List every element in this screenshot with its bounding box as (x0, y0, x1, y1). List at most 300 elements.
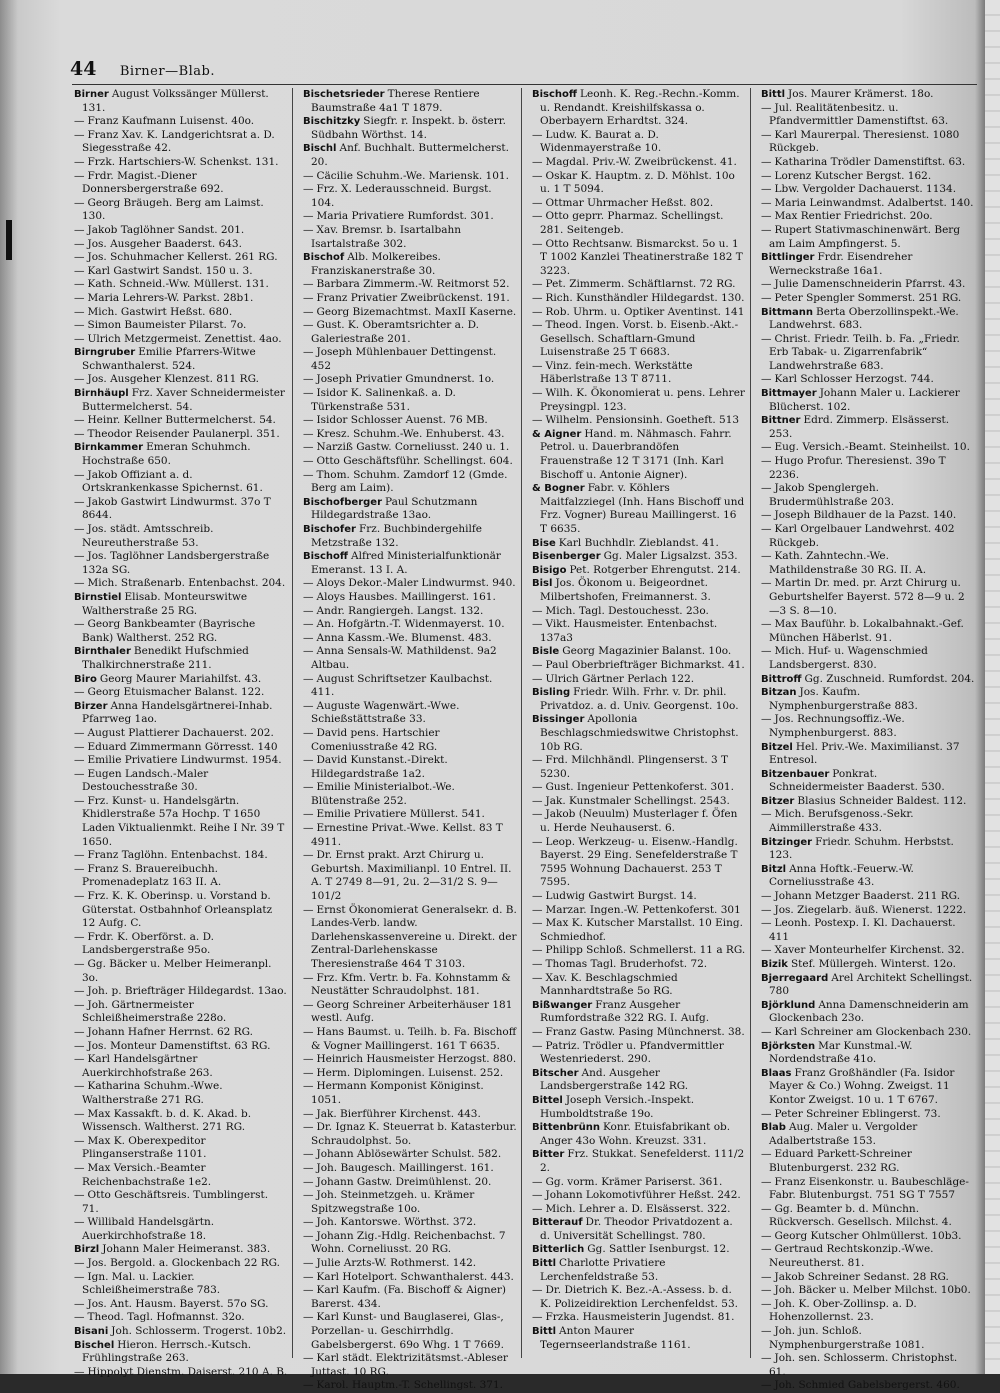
directory-entry (303, 441, 517, 455)
entry-dash: — (761, 373, 772, 386)
entry-dash: — (761, 1325, 772, 1338)
directory-entry (532, 1257, 746, 1284)
directory-entry (761, 577, 975, 618)
entry-text: Edrd. Zimmerp. Elsässerst. 253. (769, 414, 950, 440)
entry-text: Rupert Stativmaschinenwärt. Berg am Laim Ampfingerst. 5. (769, 223, 961, 250)
entry-surname: Bischel (74, 1339, 115, 1351)
entry-text: Julie Damenschneiderin Pfarrst. 43. (774, 278, 966, 291)
entry-dash: — (303, 631, 314, 644)
directory-entry (303, 428, 517, 442)
directory-entry (74, 727, 288, 741)
entry-dash: — (761, 577, 772, 590)
entry-text: Jos. Maurer Krämerst. 18o. (788, 88, 934, 100)
entry-dash: — (74, 332, 85, 345)
directory-entry (74, 618, 288, 645)
directory-entry (303, 1284, 517, 1311)
entry-surname: Bittl (532, 1258, 557, 1270)
entry-text: Gg. Maler Ligsalzst. 353. (603, 550, 738, 563)
entry-dash: — (303, 387, 314, 400)
directory-entry (761, 645, 975, 672)
entry-text: Ottmar Uhrmacher Heßst. 802. (545, 196, 714, 209)
entry-surname: Bitter (532, 1149, 565, 1161)
entry-dash: — (74, 278, 85, 291)
directory-entry (303, 577, 517, 591)
entry-text: Dr. Theodor Privatdozent a. d. Universität Schellingst. 780. (540, 1216, 733, 1242)
entry-dash: — (303, 373, 314, 386)
entry-dash: — (303, 971, 314, 984)
directory-entry (303, 550, 517, 577)
directory-entry (74, 1325, 288, 1339)
directory-entry (761, 455, 975, 482)
directory-entry (303, 618, 517, 632)
directory-entry (74, 1189, 288, 1216)
directory-entry (761, 156, 975, 170)
entry-dash: — (761, 713, 772, 726)
directory-entry (532, 129, 746, 156)
entry-text: Emilie Ministerialbot.-We. Blütenstraße 252. (311, 781, 455, 807)
entry-dash: — (303, 1189, 314, 1202)
entry-text: Heinrich Hausmeister Herzogst. 880. (316, 1053, 517, 1066)
entry-text: Leop. Werkzeug- u. Eisenw.-Handlg. Bayerst. 29 Eing. Senefelderstraße T 7595 Wohnung Dachauerst. 253 T 7595. (540, 835, 738, 889)
directory-entry (532, 306, 746, 320)
entry-dash: — (532, 196, 543, 209)
entry-text: Thom. Schuhm. Zamdorf 12 (Gmde. Berg am Laim). (311, 468, 508, 495)
directory-entry (532, 836, 746, 890)
directory-entry (303, 808, 517, 822)
entry-dash: — (761, 1025, 772, 1038)
directory-entry (532, 564, 746, 578)
entry-text: Karl Buchhdlr. Zieblandst. 41. (558, 536, 719, 549)
entry-dash: — (74, 740, 85, 753)
next-page-edge (985, 0, 1000, 1374)
directory-entry (761, 183, 975, 197)
entry-dash: — (761, 523, 772, 535)
entry-text: Frz. Kunst- u. Handelsgärtn. Khidlerstraße 57a Hochp. T 1650 Laden Viktualienmkt. Reihe I Nr. 39 T 1650. (82, 794, 285, 848)
directory-entry (761, 686, 975, 713)
entry-text: Theod. Tagl. Hofmannst. 32o. (87, 1311, 245, 1324)
entry-surname: Bjerregaard (761, 972, 829, 984)
entry-text: Fabr. v. Köhlers Maitfalzziegel (Inh. Hans Bischoff und Frz. Vogner) Bureau Maillingerst. 16 T 6635. (540, 482, 745, 535)
entry-text: Herm. Diplomingen. Luisenst. 252. (316, 1066, 504, 1079)
entry-text: Friedr. Schuhm. Herbstst. 123. (769, 835, 954, 862)
entry-text: Hugo Profur. Theresienst. 39o T 2236. (769, 455, 946, 481)
directory-entry (532, 88, 746, 129)
entry-dash: — (761, 1243, 772, 1256)
entry-text: Anna Hoftk.-Feuerw.-W. Corneliusstraße 43. (769, 862, 914, 889)
directory-entry (74, 1135, 288, 1162)
entry-text: Karl städt. Elektrizitätsmst.-Ableser Juttast. 10 RG. (311, 1352, 508, 1378)
entry-dash: — (761, 1229, 772, 1242)
directory-entry (74, 333, 288, 347)
entry-text: Joh. Bäcker u. Melber Milchst. 10b0. (774, 1284, 971, 1297)
entry-text: Jos. Schuhmacher Kellerst. 261 RG. (87, 251, 278, 264)
entry-surname: Bischoff (532, 89, 578, 100)
entry-dash: — (761, 1175, 772, 1188)
directory-entry (761, 958, 975, 972)
entry-dash: — (303, 210, 314, 223)
directory-entry (74, 577, 288, 591)
directory-entry (532, 414, 746, 428)
directory-entry (303, 1026, 517, 1053)
entry-surname: Bittmann (761, 306, 814, 318)
entry-text: And. Ausgeher Landsbergerstraße 142 RG. (540, 1066, 689, 1093)
directory-entry (303, 1352, 517, 1379)
directory-entry (303, 904, 517, 972)
entry-dash: — (303, 319, 314, 332)
entry-dash: — (532, 835, 543, 848)
entry-text: Franz Eisenkonstr. u. Baubeschläge-Fabr. Blutenburgst. 751 SG T 7557 (769, 1175, 969, 1202)
entry-dash: — (303, 1175, 314, 1188)
directory-entry (761, 618, 975, 645)
directory-entry (532, 292, 746, 306)
entry-surname: Bisigo (532, 564, 567, 576)
entry-surname: Birngruber (74, 347, 136, 359)
entry-dash: — (761, 903, 772, 916)
entry-text: Georg Maurer Mariahilfst. 43. (99, 672, 262, 685)
entry-dash: — (74, 251, 85, 264)
entry-dash: — (532, 359, 543, 372)
entry-dash: — (761, 509, 772, 522)
entry-dash: — (303, 1121, 314, 1134)
directory-entry (74, 849, 288, 863)
entry-text: Andr. Rangiergeh. Langst. 132. (316, 604, 484, 617)
entry-text: Jul. Realitätenbesitz. u. Pfandvermittler Damenstiftst. 63. (769, 101, 949, 128)
directory-entry (303, 700, 517, 727)
entry-text: Frzk. Hartschiers-W. Schenkst. 131. (87, 155, 279, 168)
entry-text: Pet. Zimmerm. Schäftlarnst. 72 RG. (545, 278, 736, 291)
directory-entry (303, 1176, 517, 1190)
entry-text: Max Kassakft. b. d. K. Akad. b. Wissensch. Waltherst. 271 RG. (82, 1107, 252, 1134)
entry-dash: — (74, 726, 85, 739)
directory-entry (74, 115, 288, 129)
directory-entry (532, 550, 746, 564)
entry-dash: — (761, 155, 772, 168)
entry-dash: — (761, 441, 772, 454)
entry-dash: — (532, 781, 543, 794)
entry-surname: Bitterauf (532, 1217, 583, 1229)
entry-surname: Bisenberger (532, 551, 601, 563)
entry-text: Joh. Schlosserm. Trogerst. 10b2. (111, 1325, 287, 1338)
directory-entry (303, 673, 517, 700)
directory-entry (74, 129, 288, 156)
entry-dash: — (532, 1202, 543, 1215)
directory-entry (74, 768, 288, 795)
entry-surname: Birzer (74, 700, 108, 712)
entry-dash: — (761, 1352, 772, 1365)
entry-surname: Blab (761, 1122, 786, 1134)
directory-entry (303, 346, 517, 373)
entry-dash: — (74, 1134, 85, 1147)
entry-text: Apollonia Beschlagschmiedswitwe Christophst. 10b RG. (540, 713, 739, 753)
entry-text: Hand. m. Nähmasch. Fahrr. Petrol. u. Dauerbrandöfen Frauenstraße 12 T 3171 (Inh. Karl Bischoff u. Antonie Aigner). (540, 427, 732, 481)
directory-entry (532, 1040, 746, 1067)
entry-dash: — (761, 808, 772, 821)
entry-dash: — (74, 373, 85, 386)
entry-text: Xaver Monteurhelfer Kirchenst. 32. (774, 944, 965, 957)
entry-dash: — (303, 1107, 314, 1120)
entry-dash: — (532, 944, 543, 957)
directory-entry (303, 319, 517, 346)
entry-dash: — (303, 590, 314, 603)
directory-entry (532, 210, 746, 237)
binding-mark (6, 220, 12, 260)
directory-entry (761, 904, 975, 918)
entry-text: Franz Ausgeher Rumfordstraße 322 RG. I. Aufg. (540, 998, 710, 1025)
directory-entry (74, 863, 288, 890)
entry-text: Alfred Ministerialfunktionär Emeranst. 13 I. A. (311, 550, 501, 576)
directory-entry (532, 387, 746, 414)
directory-entry (532, 577, 746, 604)
entry-dash: — (303, 822, 314, 835)
entry-dash: — (303, 726, 314, 739)
directory-entry (532, 1176, 746, 1190)
entry-text: Jakob Offiziant a. d. Ortskrankenkasse Spichernst. 61. (82, 468, 263, 495)
entry-dash: — (761, 332, 772, 345)
directory-entry (761, 224, 975, 251)
entry-text: Siegfr. r. Inspekt. b. österr. Südbahn Wörthst. 14. (311, 115, 506, 141)
entry-text: Elisab. Monteurswitwe Waltherstraße 25 RG. (82, 590, 248, 617)
directory-entry (74, 985, 288, 999)
entry-text: Joh. Kantorswe. Wörthst. 372. (316, 1216, 477, 1229)
entry-text: Jos. Bergold. a. Glockenbach 22 RG. (87, 1257, 280, 1270)
directory-entry (74, 1026, 288, 1040)
entry-text: Jos. Ökonom u. Beigeordnet. Milbertshofen, Freimannerst. 3. (540, 577, 711, 603)
entry-text: Eug. Versich.-Beamt. Steinheilst. 10. (774, 441, 970, 454)
entry-text: Eduard Parkett-Schreiner Blutenburgerst. 232 RG. (769, 1148, 912, 1174)
entry-text: Benedikt Hufschmied Thalkirchnerstraße 211. (82, 645, 249, 671)
entry-surname: Bitscher (532, 1067, 579, 1079)
entry-text: Oskar K. Hauptm. z. D. Möhlst. 10o u. 1 T 5094. (540, 169, 735, 196)
entry-dash: — (303, 278, 314, 291)
directory-entry (761, 741, 975, 768)
entry-dash: — (532, 658, 543, 671)
entry-dash: — (761, 917, 772, 930)
directory-entry (532, 319, 746, 360)
directory-entry (761, 550, 975, 577)
entry-text: Christ. Friedr. Teilh. b. Fa. „Friedr. Erb Tabak- u. Zigarrenfabrik“ Landwehrstraße 683. (769, 332, 960, 372)
entry-dash: — (74, 1161, 85, 1174)
entry-text: Karl Kaufm. (Fa. Bischoff & Aigner) Barerst. 434. (311, 1284, 506, 1310)
entry-dash: — (303, 223, 314, 236)
entry-surname: Bisani (74, 1326, 109, 1338)
entry-text: Jakob (Neuulm) Musterlager f. Öfen u. Herde Neuhauserst. 6. (540, 808, 738, 835)
entry-dash: — (761, 291, 772, 304)
entry-text: Georg Schreiner Arbeiterhäuser 181 westl. Aufg. (311, 998, 513, 1025)
directory-entry (532, 1026, 746, 1040)
entry-dash: — (532, 618, 543, 631)
entry-text: Joh. Schmied Gabelsbergerst. 460. (774, 1379, 960, 1392)
directory-entry (303, 1108, 517, 1122)
entry-text: Ign. Mal. u. Lackier. Schleißheimerstraße 783. (82, 1270, 221, 1297)
directory-entry (74, 224, 288, 238)
entry-dash: — (303, 903, 314, 916)
entry-text: Katharina Trödler Damenstiftst. 63. (774, 155, 966, 168)
directory-entry (761, 523, 975, 550)
directory-entry (532, 1216, 746, 1243)
entry-surname: Bitzenbauer (761, 768, 830, 780)
entry-dash: — (303, 1148, 314, 1161)
entry-dash: — (761, 482, 772, 495)
directory-entry (532, 482, 746, 536)
entry-text: Johann Zig.-Hdlg. Reichenbachst. 7 Wohn. Corneliusst. 20 RG. (311, 1229, 506, 1256)
entry-dash: — (761, 183, 772, 196)
directory-entry (74, 292, 288, 306)
entry-text: Hel. Priv.-We. Maximilianst. 37 Entresol. (769, 740, 960, 767)
entry-dash: — (303, 672, 314, 685)
entry-text: Theodor Reisender Paulanerpl. 351. (87, 427, 280, 440)
directory-entry (74, 673, 288, 687)
entry-dash: — (303, 291, 314, 304)
entry-text: Patriz. Trödler u. Pfandvermittler Westenriederst. 290. (540, 1039, 724, 1066)
directory-entry (532, 1203, 746, 1217)
directory-entry (761, 890, 975, 904)
entry-text: Georg Kutscher Ohlmüllerst. 10b3. (774, 1229, 962, 1242)
entry-text: Maria Leinwandmst. Adalbertst. 140. (774, 196, 974, 209)
entry-dash: — (303, 455, 314, 468)
directory-entry (74, 1216, 288, 1243)
directory-entry (532, 944, 746, 958)
directory-entry (761, 210, 975, 224)
directory-entry (303, 591, 517, 605)
entry-surname: Bise (532, 537, 556, 549)
entry-text: Jos. Ausgeher Baaderst. 643. (87, 237, 242, 250)
entry-dash: — (761, 101, 772, 114)
entry-text: Mich. Tagl. Destouchesst. 23o. (545, 604, 709, 617)
entry-text: Karl Kunst- und Bauglaserei, Glas-, Porzellan- u. Geschirrhdlg. Gabelsbergerst. 69o Whg. 1 T 7669. (311, 1311, 504, 1351)
entry-text: Arel Architekt Schellingst. 780 (769, 971, 973, 998)
directory-entry (761, 795, 975, 809)
entry-text: Hieron. Herrsch.-Kutsch. Frühlingstraße 263. (82, 1338, 252, 1365)
directory-entry (74, 469, 288, 496)
entry-surname: Birzl (74, 1244, 100, 1256)
entry-surname: Birner (74, 89, 109, 100)
entry-surname: Bischoff (303, 551, 349, 563)
entry-dash: — (761, 128, 772, 141)
entry-dash: — (303, 441, 314, 454)
directory-entry (761, 278, 975, 292)
entry-text: Willibald Handelsgärtn. Auerkirchhofstraße 18. (82, 1216, 215, 1242)
directory-entry (532, 999, 746, 1026)
directory-entry (303, 278, 517, 292)
entry-text: Jos. Monteur Damenstiftst. 63 RG. (87, 1039, 271, 1052)
directory-entry (74, 1243, 288, 1257)
entry-dash: — (303, 781, 314, 794)
directory-entry (303, 1257, 517, 1271)
directory-entry (761, 999, 975, 1026)
entry-text: Ludw. K. Baurat a. D. Widenmayerstraße 10. (540, 128, 662, 155)
entry-text: Mich. Berufsgenoss.-Sekr. Aimmillerstraße 433. (769, 808, 914, 835)
entry-text: Gg. Bäcker u. Melber Heimeranpl. 3o. (82, 958, 272, 984)
entry-text: Lorenz Kutscher Bergst. 162. (774, 169, 932, 182)
entry-dash: — (303, 414, 314, 427)
entry-dash: — (74, 495, 85, 508)
directory-entry (761, 102, 975, 129)
entry-surname: Bittner (761, 415, 801, 427)
page-header (70, 58, 970, 82)
entry-dash: — (532, 319, 543, 332)
entry-text: Karl Hotelport. Schwanthalerst. 443. (316, 1270, 514, 1283)
header-rule (72, 84, 977, 85)
directory-entry (303, 1067, 517, 1081)
column-1 (74, 88, 293, 1378)
entry-text: Alb. Molkereibes. Franziskanerstraße 30. (311, 251, 441, 277)
entry-dash: — (303, 754, 314, 767)
directory-entry (761, 1230, 975, 1244)
entry-dash: — (74, 767, 85, 780)
entry-text: Eduard Zimmermann Görresst. 140 (87, 740, 278, 753)
directory-entry (532, 1189, 746, 1203)
entry-dash: — (761, 278, 772, 291)
entry-dash: — (532, 754, 543, 767)
entry-text: Julie Arzts-W. Rothmerst. 142. (316, 1257, 477, 1270)
directory-entry (532, 197, 746, 211)
directory-entry (761, 673, 975, 687)
directory-entry (761, 441, 975, 455)
directory-entry (74, 441, 288, 468)
entry-dash: — (532, 155, 543, 168)
directory-entry (532, 1325, 746, 1352)
directory-entry (761, 373, 975, 387)
entry-dash: — (74, 1297, 85, 1310)
directory-entry (761, 836, 975, 863)
entry-text: Blasius Schneider Baldest. 112. (797, 794, 967, 807)
entry-dash: — (761, 1107, 772, 1120)
directory-entry (761, 482, 975, 509)
entry-dash: — (303, 645, 314, 658)
entry-text: Karl Schreiner am Glockenbach 230. (774, 1025, 972, 1038)
directory-entry (74, 319, 288, 333)
directory-entry (74, 1040, 288, 1054)
entry-text: Joh. Steinmetzgeh. u. Krämer Spitzwegstraße 10o. (311, 1189, 475, 1215)
entry-text: Georg Bräugeh. Berg am Laimst. 130. (82, 196, 264, 223)
directory-entry (303, 1216, 517, 1230)
directory-entry (532, 795, 746, 809)
entry-text: Leonh. K. Reg.-Rechn.-Komm. u. Rendandt. Kreishilfskassa o. Oberbayern Erhardtst. 324. (540, 88, 740, 128)
entry-text: Otto Rechtsanw. Bismarckst. 5o u. 1 T 1002 Kanzlei Theatinerstraße 182 T 3223. (540, 237, 743, 277)
entry-dash: — (303, 1066, 314, 1079)
entry-text: Martin Dr. med. pr. Arzt Chirurg u. Geburtshelfer Bayerst. 572 8—9 u. 2—3 S. 8—10. (769, 577, 965, 617)
entry-text: August Plattierer Dachauerst. 202. (87, 726, 274, 739)
entry-text: Theod. Ingen. Vorst. b. Eisenb.-Akt.-Gesellsch. Schaftlarn-Gmund Luisenstraße 25 T 6683. (540, 319, 739, 359)
entry-dash: — (74, 550, 85, 563)
directory-entry (303, 605, 517, 619)
entry-text: Eugen Landsch.-Maler Destouchesstraße 30. (82, 767, 209, 794)
entry-surname: Blaas (761, 1067, 792, 1079)
entry-text: Hermann Komponist Königinst. 1051. (311, 1080, 484, 1106)
entry-text: Emeran Schuhmch. Hochstraße 650. (82, 441, 251, 468)
directory-entry (303, 306, 517, 320)
entry-text: Rich. Kunsthändler Hildegardst. 130. (545, 291, 745, 304)
directory-entry (303, 170, 517, 184)
entry-text: August Schriftsetzer Kaulbachst. 411. (311, 672, 493, 699)
entry-text: Joseph Privatier Gmundnerst. 1o. (316, 373, 495, 386)
entry-text: Aug. Maler u. Vergolder Adalbertstraße 153. (769, 1121, 918, 1147)
entry-text: Frzka. Hausmeisterin Jugendst. 81. (545, 1311, 735, 1324)
directory-entry (761, 1284, 975, 1298)
entry-text: Heinr. Kellner Buttermelcherst. 54. (87, 414, 276, 427)
entry-dash: — (532, 903, 543, 916)
entry-surname: Björklund (761, 999, 816, 1011)
entry-dash: — (303, 427, 314, 440)
entry-text: Frdr. K. Oberförst. a. D. Landsbergerstraße 95o. (82, 930, 214, 957)
entry-text: Joh. K. Ober-Zollinsp. a. D. Hohenzollernst. 23. (769, 1297, 917, 1324)
entry-surname: Bittmayer (761, 388, 817, 400)
entry-text: Max K. Kutscher Marstallst. 10 Eing. Schmiedhof. (540, 917, 743, 943)
directory-entry (303, 523, 517, 550)
entry-dash: — (74, 794, 85, 807)
entry-dash: — (761, 618, 772, 631)
entry-dash: — (74, 237, 85, 250)
